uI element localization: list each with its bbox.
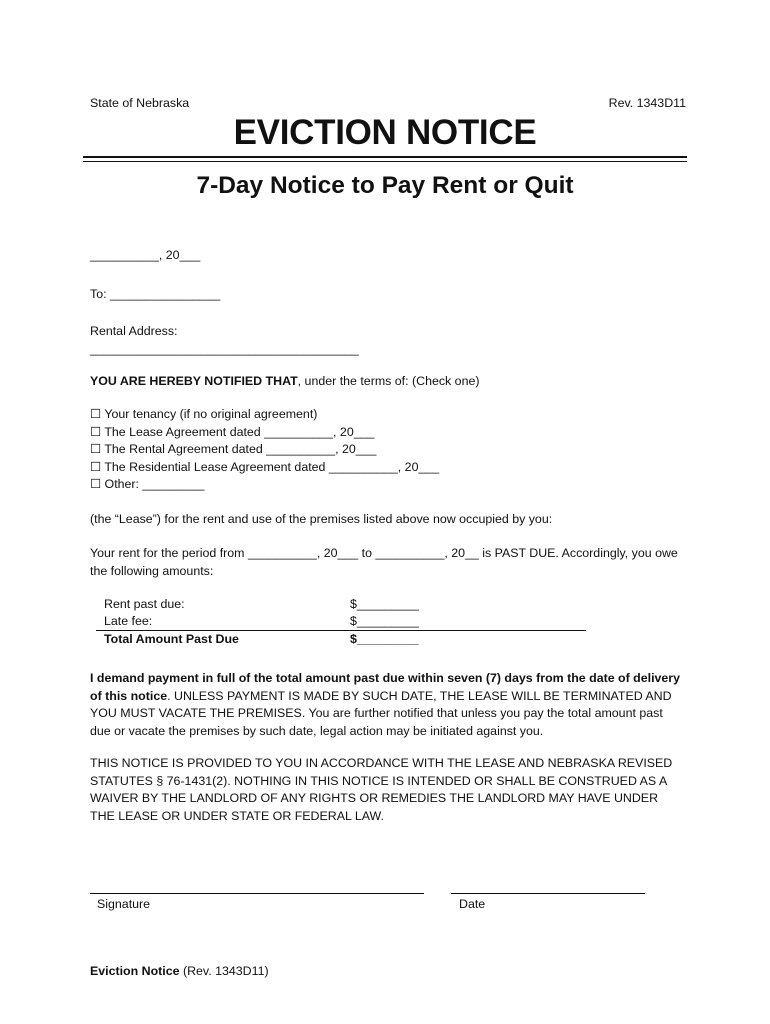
statute-paragraph: THIS NOTICE IS PROVIDED TO YOU IN ACCORDANCE WITH THE LEASE AND NEBRASKA REVISED STATUTES § 76-1431(2). NOTHING IN THIS NOTICE IS INTENDED OR SHALL BE CONSTRUED AS A WAIVER BY THE LANDLORD OF ANY RIGHTS OR REMEDIES THE LANDLORD MAY HAVE UNDER THE LEASE OR UNDER STATE OR FEDERAL LAW.	[90, 756, 673, 823]
footer-rest: (Rev. 1343D11)	[179, 964, 269, 978]
notified-statement	[90, 373, 479, 391]
signature-label: Signature	[97, 897, 151, 911]
agreement-options	[90, 406, 439, 494]
document-subtitle: 7-Day Notice to Pay Rent or Quit	[196, 172, 574, 199]
demand-rest: . UNLESS PAYMENT IS MADE BY SUCH DATE, THE LEASE WILL BE TERMINATED AND YOU MUST VACATE THE PREMISES. You are further notified that unless you pay the total amount past due or vacate the premises by such date, legal action may be initiated against you.	[90, 688, 672, 738]
signature-line	[90, 893, 424, 894]
amount-value: $_________	[350, 613, 419, 628]
notified-rest: , under the terms of: (Check one)	[297, 374, 480, 388]
rental-address-field: _______________________________________	[90, 342, 359, 356]
amount-row-late-fee	[96, 613, 586, 630]
payment-demand-paragraph	[90, 670, 682, 740]
rental-address-label: Rental Address:	[90, 324, 178, 338]
amount-row-total	[96, 631, 586, 648]
demand-bold: I demand payment in full of the total amount past due within seven (7) days from the date of delivery of this notice	[90, 671, 681, 703]
total-label: Total Amount Past Due	[104, 632, 239, 646]
amounts-table	[96, 596, 586, 648]
option-lease-agreement: ☐ The Lease Agreement dated __________, 20___	[90, 424, 375, 439]
total-value: $_________	[350, 632, 419, 646]
amount-value: $_________	[350, 597, 419, 611]
date-signature-line	[451, 893, 645, 894]
amount-label: Rent past due:	[104, 597, 185, 611]
date-label: Date	[459, 897, 486, 911]
option-other: ☐ Other: _________	[90, 477, 205, 491]
title-rule-thick	[83, 156, 687, 158]
title-rule-thin	[83, 161, 687, 162]
rent-paragraph: Your rent for the period from __________, 20___ to __________, 20__ is PAST DUE. Accordingly, you owe the following amounts:	[90, 546, 678, 578]
document-title: EVICTION NOTICE	[233, 113, 537, 152]
revision-label: Rev. 1343D11	[608, 96, 686, 110]
footer-bold: Eviction Notice	[90, 964, 180, 978]
notified-bold: YOU ARE HEREBY NOTIFIED THAT	[90, 374, 298, 388]
recipient-field: To: ________________	[90, 287, 221, 301]
date-field: __________, 20___	[90, 248, 201, 262]
option-tenancy: ☐ Your tenancy (if no original agreement)	[90, 407, 318, 421]
amount-row-rent	[96, 596, 586, 613]
option-residential-lease: ☐ The Residential Lease Agreement dated __________, 20___	[90, 459, 440, 474]
option-rental-agreement: ☐ The Rental Agreement dated __________, 20___	[90, 442, 377, 456]
footer	[90, 963, 269, 981]
lease-paragraph: (the “Lease”) for the rent and use of the premises listed above now occupied by you:	[90, 512, 553, 526]
amount-label: Late fee:	[104, 613, 153, 628]
state-label: State of Nebraska	[90, 96, 190, 110]
